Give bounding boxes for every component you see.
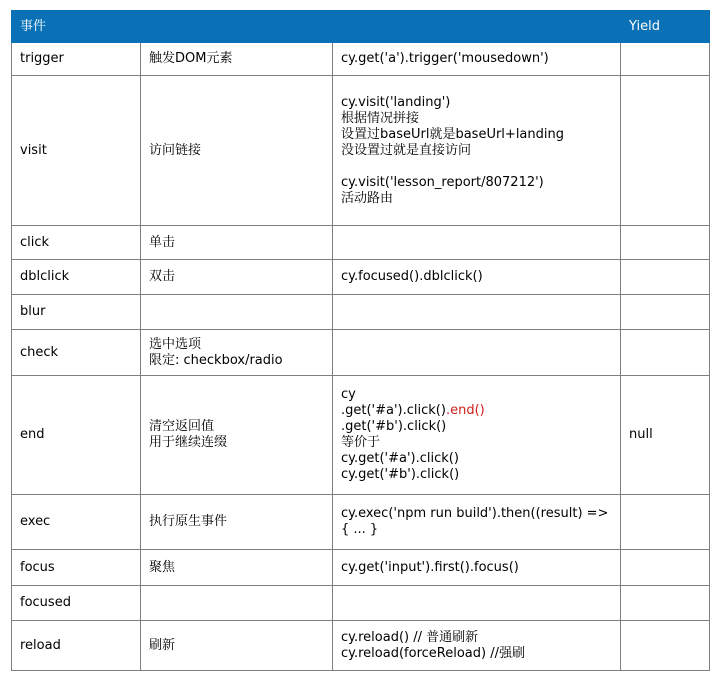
- header-event: 事件: [12, 11, 621, 43]
- table-row: [12, 295, 710, 330]
- code-segment: cy.get('#a').click(): [341, 451, 459, 466]
- example-line: [341, 143, 612, 159]
- code-segment: cy.reload(forceReload) //强刷: [341, 645, 525, 661]
- table-row: [12, 495, 710, 550]
- example-line: [341, 522, 612, 538]
- table-row: [12, 621, 710, 671]
- code-segment: cy.get('input').first().focus(): [341, 559, 519, 575]
- example-line: [341, 560, 612, 576]
- command-example-cell: [333, 43, 621, 76]
- example-line: [341, 467, 612, 483]
- description-line: 双击: [149, 269, 176, 284]
- command-example-cell: [333, 621, 621, 671]
- table-row: [12, 550, 710, 586]
- command-example-cell: [333, 226, 621, 260]
- code-segment: 设置过baseUrl就是baseUrl+landing: [341, 126, 564, 142]
- table-row: [12, 260, 710, 295]
- command-description-cell: [141, 43, 333, 76]
- example-line: [341, 387, 612, 403]
- yield-cell: [621, 260, 710, 295]
- description-line: 清空返回值: [149, 419, 215, 434]
- command-description-cell: [141, 621, 333, 671]
- command-example-cell: [333, 586, 621, 621]
- code-segment: 根据情况拼接: [341, 110, 420, 126]
- command-description-cell: [141, 295, 333, 330]
- example-line: [341, 191, 612, 207]
- command-example-cell: [333, 376, 621, 495]
- example-line: [341, 95, 612, 111]
- command-description-cell: [141, 330, 333, 376]
- command-example-cell: [333, 330, 621, 376]
- example-line: [341, 127, 612, 143]
- command-example-cell: [333, 550, 621, 586]
- code-segment: cy.visit('lesson_report/807212'): [341, 174, 544, 190]
- description-line: 限定: checkbox/radio: [149, 352, 283, 368]
- cypress-commands-table: [11, 10, 710, 671]
- description-line: 刷新: [149, 637, 176, 653]
- code-segment: cy.exec('npm run build').then((result) =>: [341, 506, 609, 521]
- command-description-cell: [141, 495, 333, 550]
- table-row: [12, 76, 710, 226]
- code-segment: cy.visit('landing'): [341, 94, 451, 110]
- command-description-cell: [141, 376, 333, 495]
- command-name-cell: focus: [12, 550, 141, 586]
- example-line: [341, 51, 612, 67]
- code-segment: cy.focused().dblclick(): [341, 269, 483, 284]
- command-example-cell: [333, 260, 621, 295]
- description-line: 聚焦: [149, 559, 176, 575]
- command-name-cell: check: [12, 330, 141, 376]
- yield-cell: [621, 76, 710, 226]
- code-segment: { ... }: [341, 522, 379, 537]
- table-row: [12, 43, 710, 76]
- description-line: 访问链接: [149, 142, 202, 158]
- command-example-cell: [333, 295, 621, 330]
- header-yield: Yield: [621, 11, 710, 43]
- description-line: 选中选项: [149, 336, 202, 352]
- command-example-cell: [333, 76, 621, 226]
- command-description-cell: [141, 226, 333, 260]
- description-line: 用于继续连缀: [149, 435, 228, 450]
- command-name-cell: trigger: [12, 43, 141, 76]
- example-line: [341, 159, 612, 175]
- yield-cell: [621, 621, 710, 671]
- command-name-cell: visit: [12, 76, 141, 226]
- yield-cell: [621, 550, 710, 586]
- code-segment: 活动路由: [341, 190, 394, 206]
- api-table-container: [11, 10, 710, 671]
- command-name-cell: reload: [12, 621, 141, 671]
- code-segment: 没设置过就是直接访问: [341, 142, 472, 158]
- command-description-cell: [141, 550, 333, 586]
- yield-cell: [621, 495, 710, 550]
- code-segment: .get('#a').click(): [341, 403, 446, 418]
- example-line: [341, 451, 612, 467]
- example-line: [341, 403, 612, 419]
- command-name-cell: click: [12, 226, 141, 260]
- example-line: [341, 506, 612, 522]
- example-line: [341, 269, 612, 285]
- command-name-cell: end: [12, 376, 141, 495]
- table-row: [12, 376, 710, 495]
- command-description-cell: [141, 586, 333, 621]
- example-line: [341, 435, 612, 451]
- code-segment: cy.reload() // 普通刷新: [341, 629, 479, 645]
- example-line: [341, 175, 612, 191]
- command-description-cell: [141, 260, 333, 295]
- code-segment: cy.get('a').trigger('mousedown'): [341, 51, 549, 66]
- description-line: 单击: [149, 234, 176, 250]
- code-segment: .get('#b').click(): [341, 419, 447, 434]
- command-name-cell: focused: [12, 586, 141, 621]
- yield-cell: null: [621, 376, 710, 495]
- command-name-cell: dblclick: [12, 260, 141, 295]
- example-line: [341, 111, 612, 127]
- yield-cell: [621, 295, 710, 330]
- highlighted-code-segment: .end(): [445, 403, 485, 418]
- table-row: [12, 586, 710, 621]
- yield-cell: [621, 226, 710, 260]
- table-row: [12, 226, 710, 260]
- description-line: 执行原生事件: [149, 514, 228, 529]
- command-name-cell: blur: [12, 295, 141, 330]
- yield-cell: [621, 586, 710, 621]
- code-segment: 等价于: [341, 435, 381, 450]
- example-line: [341, 630, 612, 646]
- table-header-row: [12, 11, 710, 43]
- command-description-cell: [141, 76, 333, 226]
- table-row: [12, 330, 710, 376]
- yield-cell: [621, 43, 710, 76]
- code-segment: cy.get('#b').click(): [341, 467, 460, 482]
- description-line: 触发DOM元素: [149, 51, 233, 66]
- example-line: [341, 419, 612, 435]
- code-segment: cy: [341, 387, 356, 402]
- command-example-cell: [333, 495, 621, 550]
- yield-cell: [621, 330, 710, 376]
- example-line: [341, 646, 612, 662]
- command-name-cell: exec: [12, 495, 141, 550]
